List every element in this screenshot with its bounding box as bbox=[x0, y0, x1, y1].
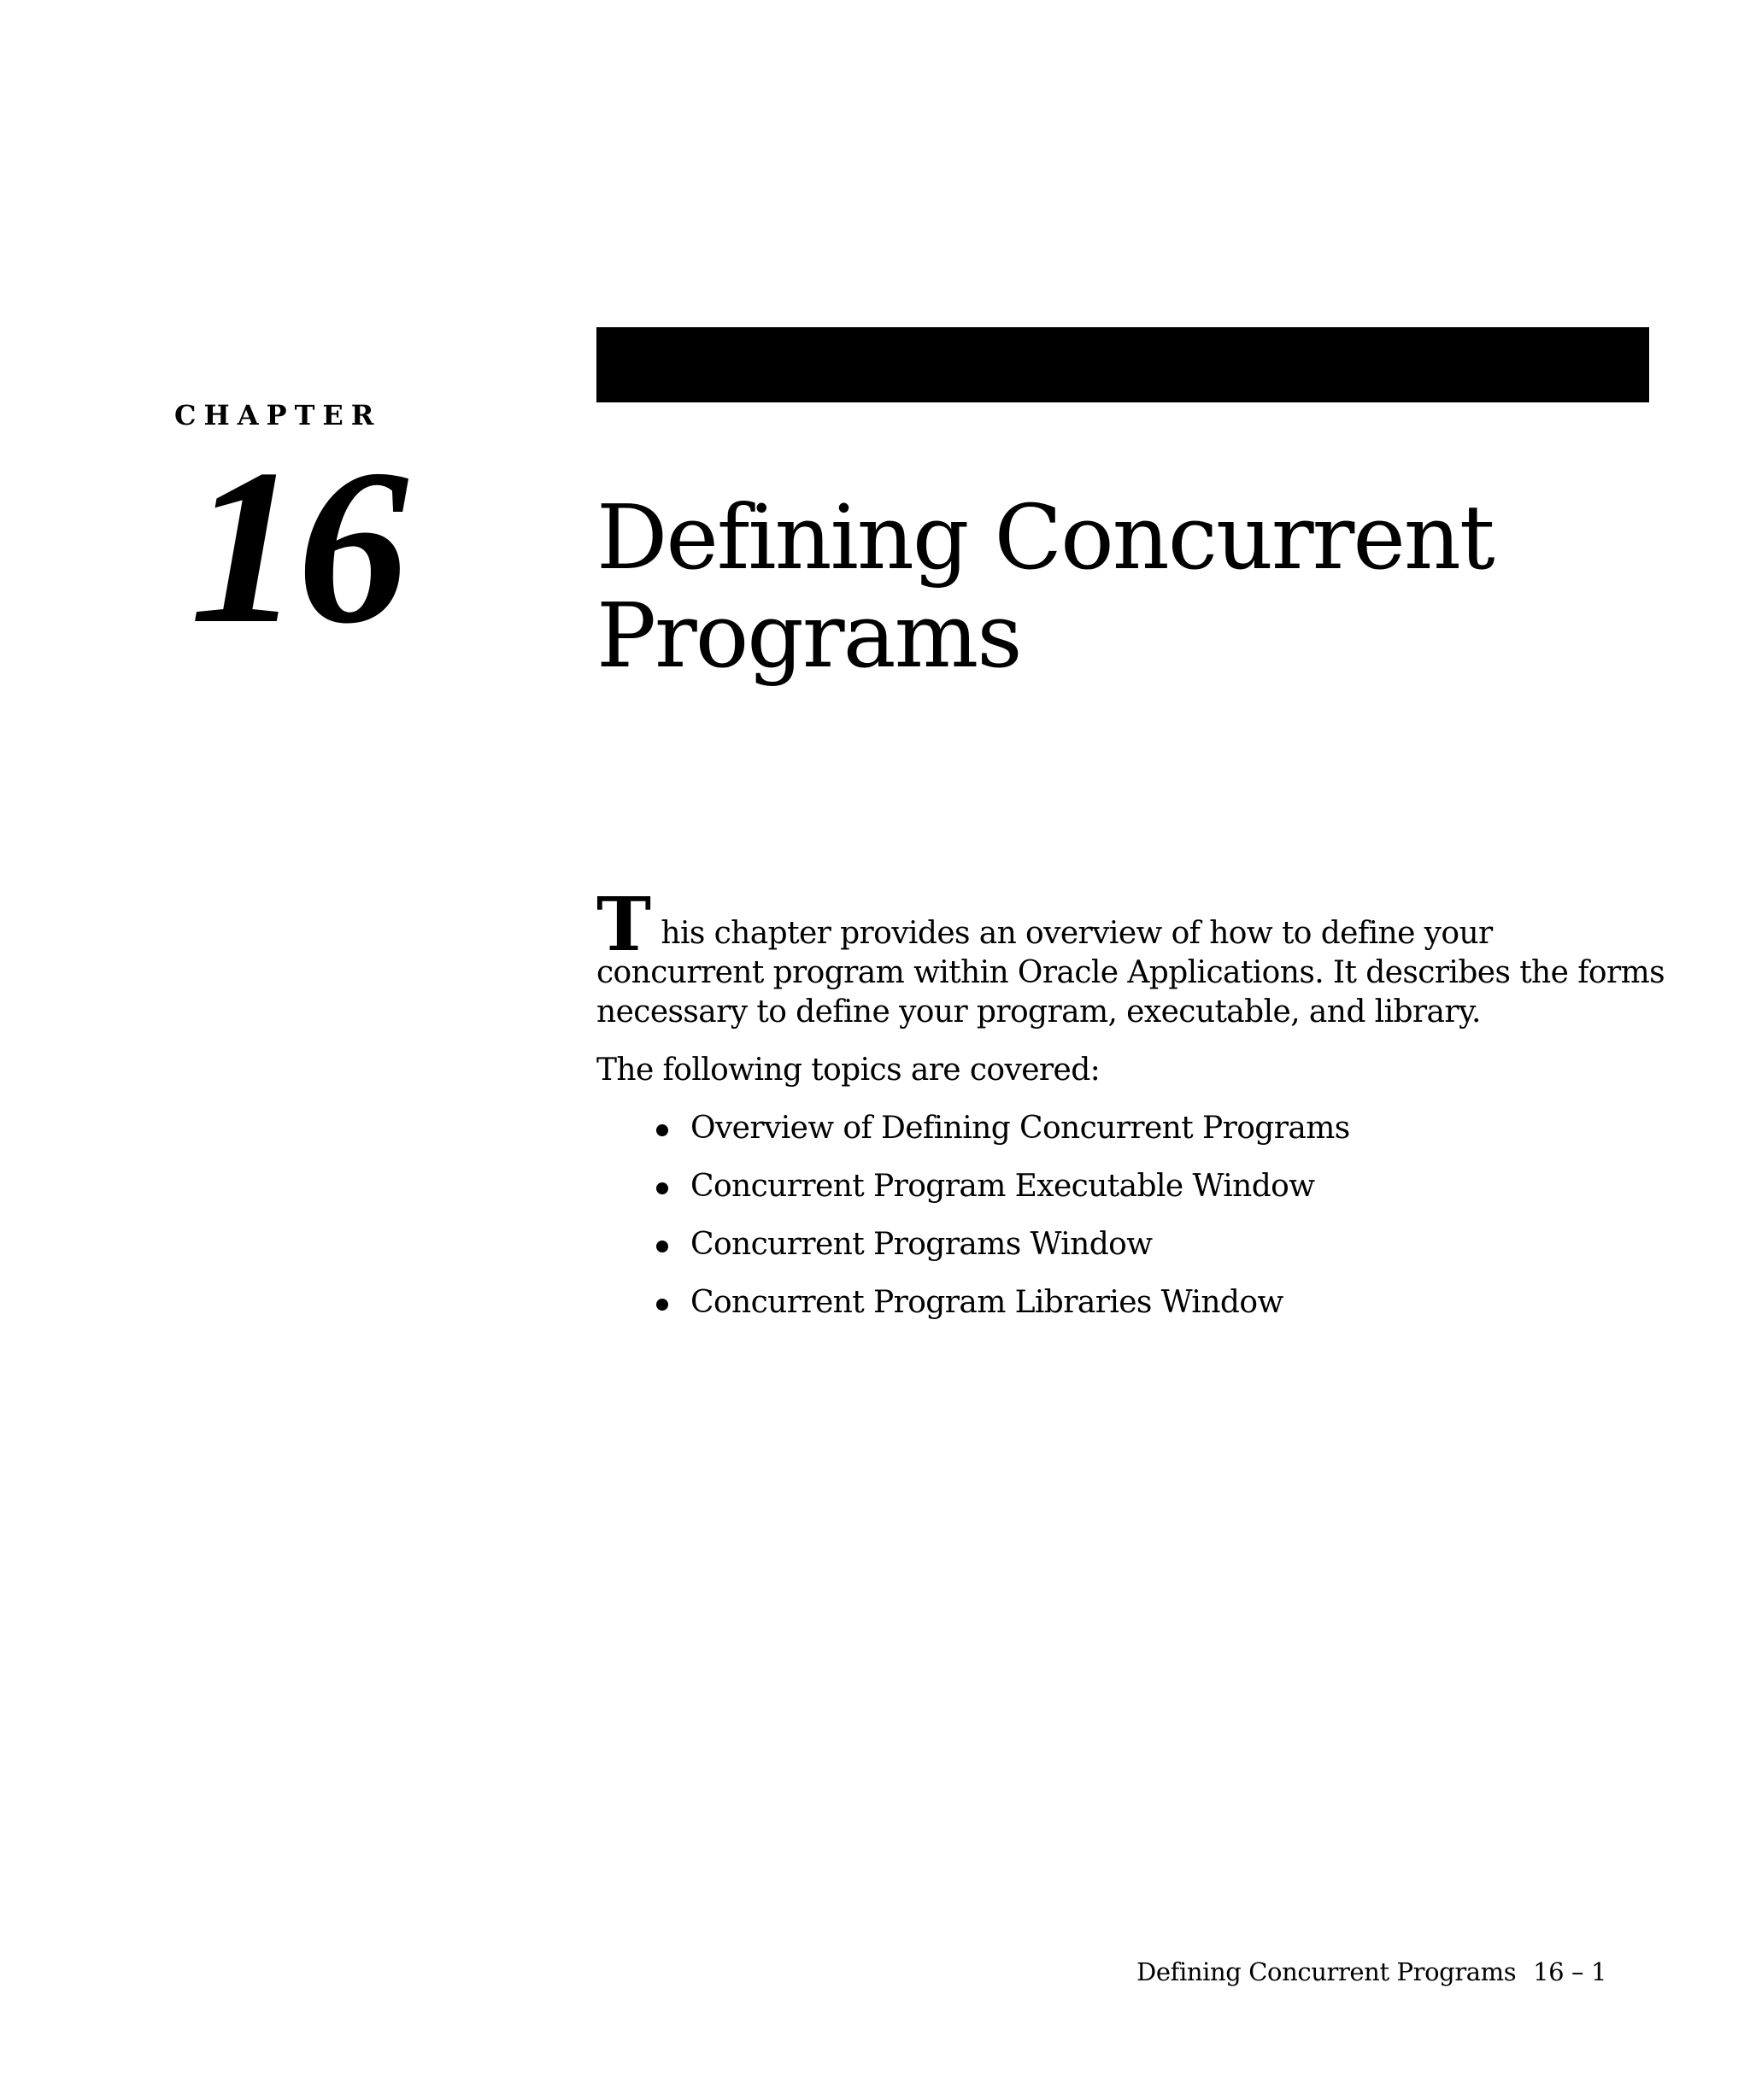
chapter-title-line-2: Programs bbox=[596, 584, 1021, 688]
footer-chapter-title: Defining Concurrent Programs bbox=[1136, 1957, 1517, 1986]
bullet-icon bbox=[656, 1299, 668, 1311]
chapter-title bbox=[596, 485, 1656, 688]
drop-cap: T bbox=[596, 882, 651, 968]
intro-paragraph bbox=[596, 882, 1665, 1032]
topic-item-text: Concurrent Program Libraries Window bbox=[690, 1285, 1283, 1320]
bullet-icon bbox=[656, 1182, 668, 1194]
topic-item-text: Concurrent Programs Window bbox=[690, 1227, 1153, 1262]
intro-line-3: necessary to define your program, executable, and library. bbox=[596, 994, 1481, 1029]
bullet-icon bbox=[656, 1124, 668, 1136]
topic-item bbox=[596, 1225, 1656, 1264]
topics-list bbox=[596, 1109, 1656, 1323]
topic-item-text: Overview of Defining Concurrent Programs bbox=[690, 1111, 1350, 1146]
topics-label: The following topics are covered: bbox=[596, 1053, 1101, 1088]
topic-item bbox=[596, 1283, 1656, 1323]
chapter-number: 16 bbox=[190, 424, 405, 670]
bullet-icon bbox=[656, 1241, 668, 1252]
chapter-title-bar bbox=[596, 327, 1649, 402]
intro-line-1 bbox=[596, 882, 1656, 968]
topic-item bbox=[596, 1109, 1656, 1148]
topic-item-text: Concurrent Program Executable Window bbox=[690, 1169, 1315, 1204]
chapter-label: CHAPTER bbox=[174, 399, 382, 431]
chapter-title-line-1: Defining Concurrent bbox=[596, 485, 1494, 590]
topic-item bbox=[596, 1167, 1656, 1206]
chapter-intro-section bbox=[596, 882, 1665, 1341]
intro-line-2: concurrent program within Oracle Applications. It describes the forms bbox=[596, 955, 1665, 990]
footer-page-number: 16 – 1 bbox=[1533, 1957, 1606, 1986]
intro-line-1-text: his chapter provides an overview of how to define your bbox=[661, 916, 1493, 951]
